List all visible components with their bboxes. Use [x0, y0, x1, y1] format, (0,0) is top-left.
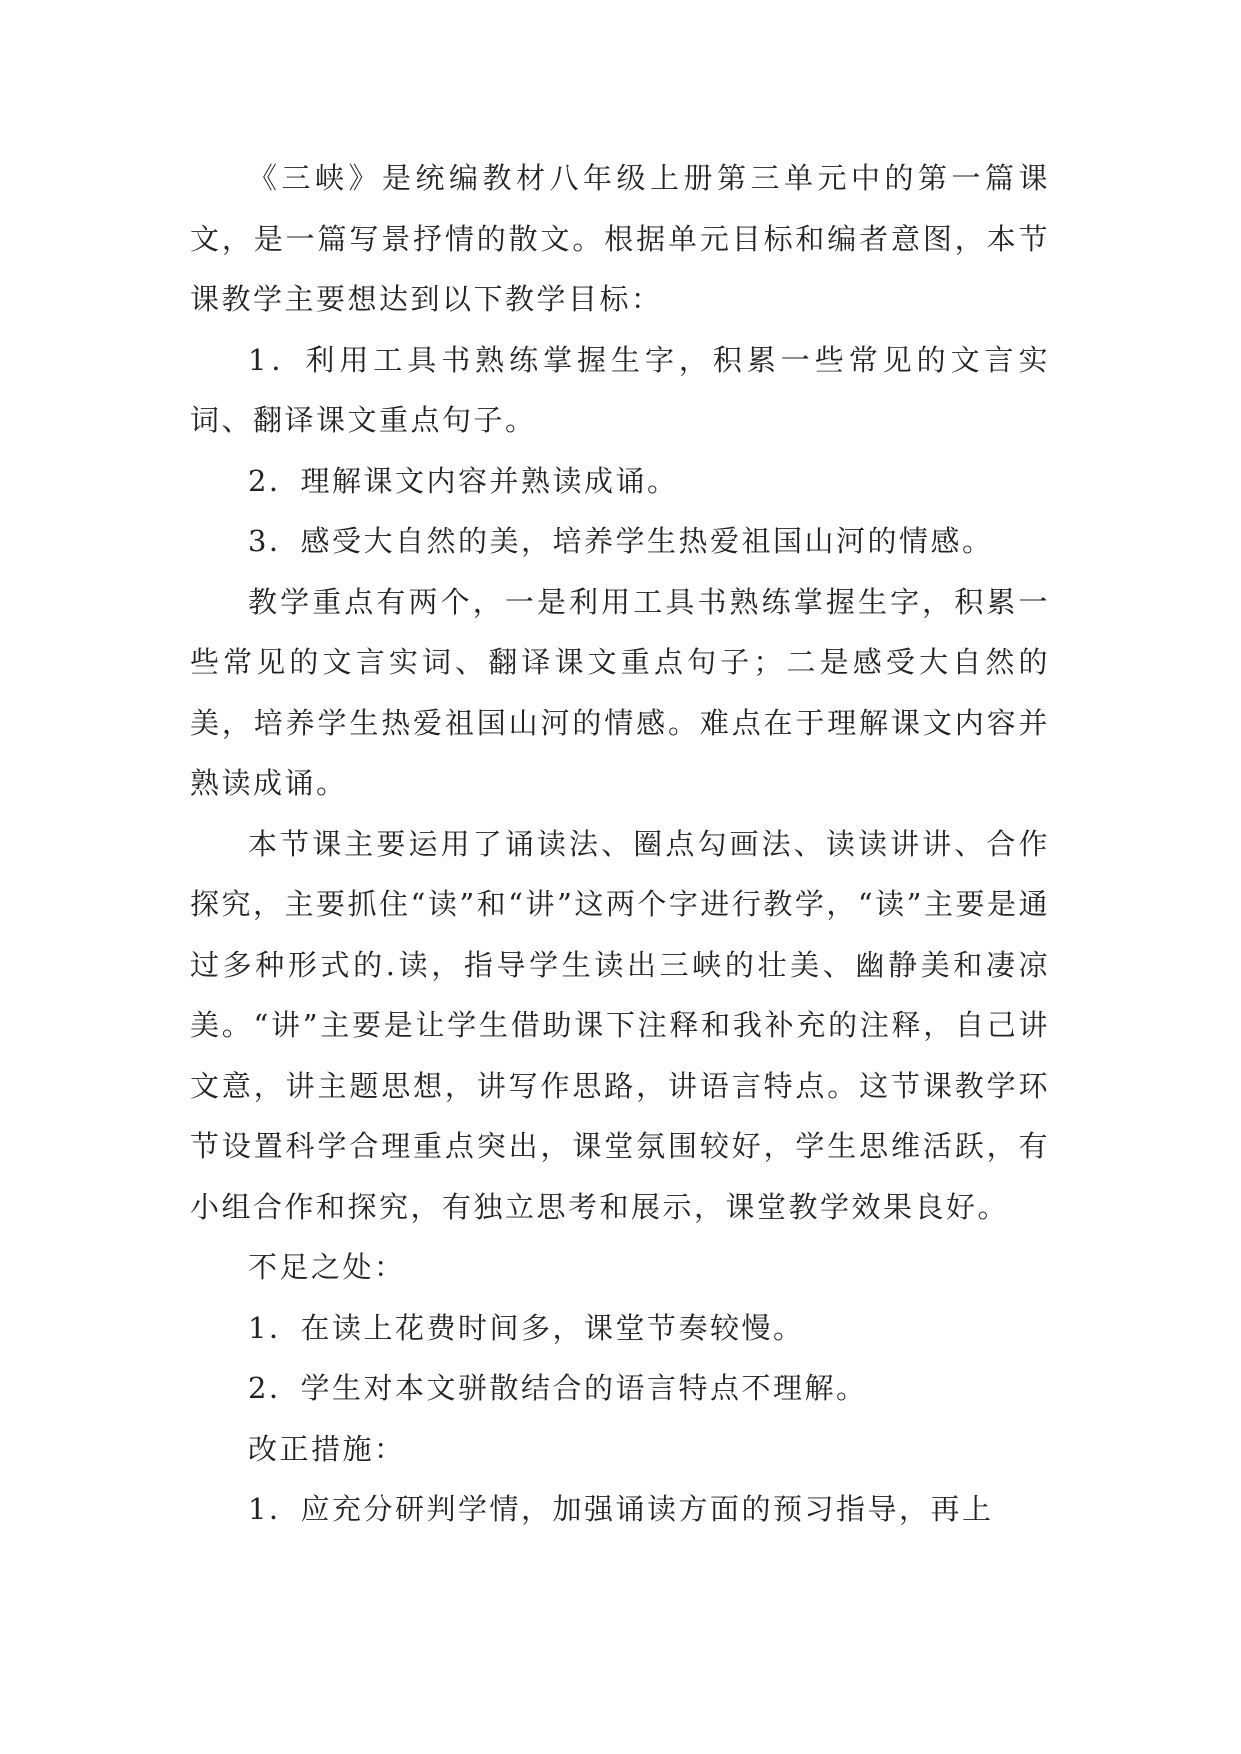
shortcoming-item-2: 2．学生对本文骈散结合的语言特点不理解。 — [248, 1371, 868, 1405]
document-page — [190, 148, 1050, 1540]
goal-item-3: 3．感受大自然的美，培养学生热爱祖国山河的情感。 — [248, 524, 994, 558]
shortcomings-heading: 不足之处： — [248, 1250, 406, 1284]
key-points-paragraph: 教学重点有两个，一是利用工具书熟练掌握生字，积累一些常见的文言实词、翻译课文重点句子；二是感受大自然的美，培养学生热爱祖国山河的情感。难点在于理解课文内容并熟读成诵。 — [190, 584, 1050, 800]
methods-paragraph: 本节课主要运用了诵读法、圈点勾画法、读读讲讲、合作探究，主要抓住“读”和“讲”这两个字进行教学，“读”主要是通过多种形式的.读，指导学生读出三峡的壮美、幽静美和凄凉美。“讲”主要是让学生借助课下注释和我补充的注释，自己讲文意，讲主题思想，讲写作思路，讲语言特点。这节课教学环节设置科学合理重点突出，课堂氛围较好，学生思维活跃，有小组合作和探究，有独立思考和展示，课堂教学效果良好。 — [190, 826, 1050, 1224]
goal-item-2: 2．理解课文内容并熟读成诵。 — [248, 463, 679, 498]
intro-paragraph: 《三峡》是统编教材八年级上册第三单元中的第一篇课文，是一篇写景抒情的散文。根据单元目标和编者意图，本节课教学主要想达到以下教学目标： — [190, 161, 1050, 316]
correction-item-1: 1．应充分研判学情，加强诵读方面的预习指导，再上 — [248, 1492, 994, 1526]
shortcoming-item-1: 1．在读上花费时间多，课堂节奏较慢。 — [248, 1310, 805, 1345]
corrections-heading: 改正措施： — [248, 1431, 406, 1466]
goal-item-1: 1．利用工具书熟练掌握生字，积累一些常见的文言实词、翻译课文重点句子。 — [190, 342, 1050, 437]
